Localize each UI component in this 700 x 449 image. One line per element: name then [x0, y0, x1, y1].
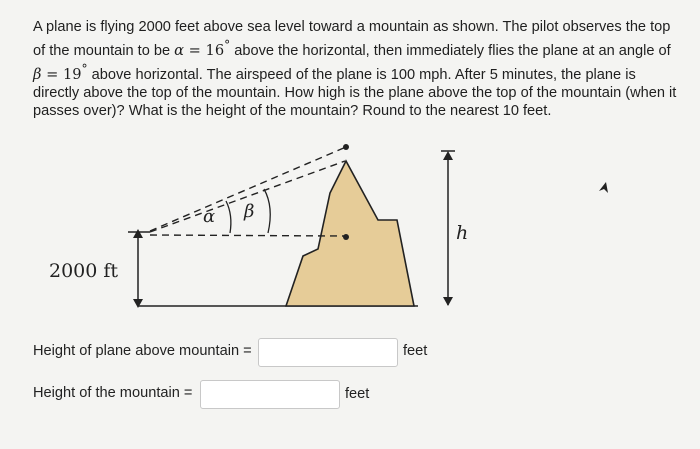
- altitude-label: 2000 ft: [49, 260, 119, 282]
- beta-label: β: [244, 201, 255, 222]
- plane-position-dot: [343, 144, 349, 150]
- beta-symbol: β: [33, 65, 42, 83]
- beta-value: = 19: [41, 65, 82, 83]
- degree-symbol: °: [224, 38, 231, 52]
- mountain-height-unit: feet: [345, 386, 370, 402]
- height-arrowhead-top: [443, 151, 453, 160]
- mouse-cursor-icon: [596, 181, 610, 195]
- height-arrowhead-bottom: [443, 297, 453, 306]
- mountain-height-label: Height of the mountain =: [33, 385, 193, 401]
- beta-arc: [264, 189, 270, 233]
- horizontal-dashed-line: [150, 235, 344, 236]
- alpha-symbol: α: [174, 41, 185, 59]
- height-label: h: [456, 222, 469, 244]
- answer-row-mountain-height: [0, 380, 700, 410]
- problem-part1: A plane is flying 2000 feet above sea level toward a mountain as shown. The pilot observes the top of the mountain to be: [33, 19, 671, 59]
- alpha-label: α: [203, 206, 216, 227]
- problem-part3: above horizontal. The airspeed of the plane is 100 mph. After 5 minutes, the plane is directly above the top of the mountain. How high is the plane above the top of the mountain (when it passes over)? What is the height of the mountain? Round to the nearest 10 feet.: [33, 66, 677, 119]
- mountain-shape: [286, 161, 414, 306]
- plane-height-input[interactable]: [258, 338, 398, 367]
- alpha-value: = 16: [184, 41, 225, 59]
- horizontal-endpoint-dot: [343, 234, 349, 240]
- problem-part2: above the horizontal, then immediately flies the plane at an angle of: [230, 42, 671, 59]
- plane-height-unit: feet: [403, 343, 428, 359]
- altitude-arrowhead-top: [133, 229, 143, 238]
- alpha-arc: [226, 201, 231, 233]
- plane-height-label: Height of plane above mountain =: [33, 343, 252, 359]
- answer-row-plane-height: [0, 338, 700, 368]
- degree-symbol-2: °: [81, 61, 88, 76]
- mountain-height-input[interactable]: [200, 380, 340, 409]
